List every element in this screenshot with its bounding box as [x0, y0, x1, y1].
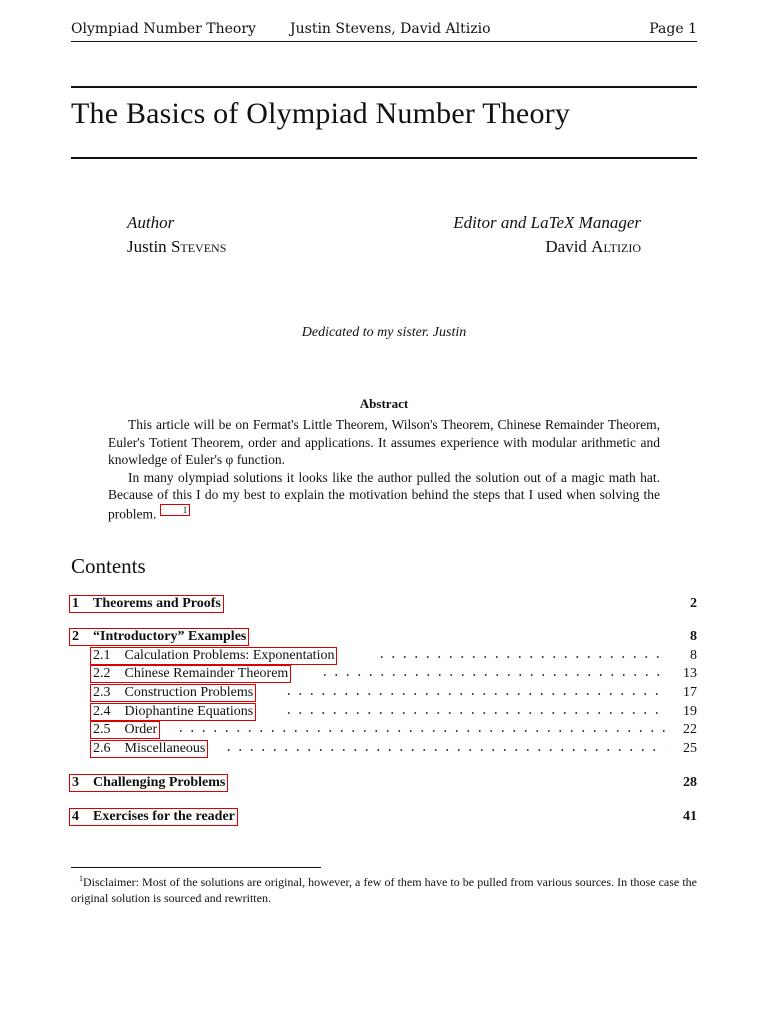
toc-leader	[223, 749, 665, 751]
toc-page-section-4: 41	[679, 809, 697, 825]
toc-link-section-2[interactable]: 2 “Introductory” Examples	[69, 628, 249, 646]
header-left: Olympiad Number Theory	[71, 21, 256, 37]
toc-page-2-2: 13	[679, 666, 697, 682]
author-name: Justin Stevens	[127, 237, 227, 256]
toc-page-section-2: 8	[686, 629, 697, 645]
toc-leader	[283, 712, 665, 714]
toc-leader	[175, 730, 665, 732]
abstract-paragraph-1: This article will be on Fermat's Little Theorem, Wilson's Theorem, Chinese Remainder Theorem, Euler's Totient Theorem, order and applications. It assumes experience with modular arithmetic and knowledge of Euler's φ function.	[108, 417, 660, 468]
toc-section-4	[71, 809, 697, 827]
running-header	[71, 21, 697, 41]
toc-link-2-5[interactable]: 2.5 Order	[90, 721, 160, 739]
toc-link-2-2[interactable]: 2.2 Chinese Remainder Theorem	[90, 665, 291, 683]
toc-page-section-3: 28	[679, 775, 697, 791]
toc-link-section-1[interactable]: 1 Theorems and Proofs	[69, 595, 224, 613]
toc-subsection-2-4	[71, 704, 697, 722]
author-block	[127, 211, 226, 259]
toc-leader	[319, 674, 665, 676]
header-center: Justin Stevens, David Altizio	[290, 21, 491, 37]
footnote-text: Disclaimer: Most of the solutions are original, however, a few of them have to be pulled from various sources. In those case the original solution is sourced and rewritten.	[71, 875, 697, 905]
toc-page-2-4: 19	[679, 704, 697, 720]
toc-leader	[283, 693, 665, 695]
editor-surname: Altizio	[591, 237, 641, 256]
toc-section-3	[71, 775, 697, 793]
title-rule-bottom	[71, 157, 697, 159]
footnote-number: 1	[79, 874, 83, 883]
toc-link-2-6[interactable]: 2.6 Miscellaneous	[90, 740, 208, 758]
toc-section-2	[71, 629, 697, 647]
toc-page-2-5: 22	[679, 722, 697, 738]
toc-subsection-2-1	[71, 648, 697, 666]
toc-subsection-2-6	[71, 741, 697, 759]
toc-link-2-3[interactable]: 2.3 Construction Problems	[90, 684, 256, 702]
latex-logo: LaTeX	[530, 213, 575, 232]
toc-link-section-3[interactable]: 3 Challenging Problems	[69, 774, 228, 792]
toc-page-2-1: 8	[686, 648, 697, 664]
abstract-paragraph-2: In many olympiad solutions it looks like the author pulled the solution out of a magic math hat. Because of this I do my best to explain the motivation behind the steps that I used when solving the problem. 1	[108, 469, 660, 522]
footnote-link[interactable]: 1	[160, 504, 191, 516]
toc-link-2-1[interactable]: 2.1 Calculation Problems: Exponentation	[90, 647, 337, 665]
toc-subsection-2-2	[71, 666, 697, 684]
author-surname: Stevens	[170, 237, 227, 256]
contents-heading: Contents	[71, 554, 146, 578]
document-title: The Basics of Olympiad Number Theory	[71, 97, 571, 130]
header-rule	[71, 41, 697, 42]
toc-page-2-6: 25	[679, 741, 697, 757]
footnote	[71, 871, 697, 906]
toc-page-section-1: 2	[686, 596, 697, 612]
toc-page-2-3: 17	[679, 685, 697, 701]
dedication: Dedicated to my sister. Justin	[301, 325, 467, 340]
toc-link-section-4[interactable]: 4 Exercises for the reader	[69, 808, 238, 826]
toc-section-1	[71, 596, 697, 614]
editor-block	[453, 211, 641, 259]
toc-subsection-2-5	[71, 722, 697, 740]
toc-subsection-2-3	[71, 685, 697, 703]
header-page-number: Page 1	[649, 21, 697, 37]
toc-link-2-4[interactable]: 2.4 Diophantine Equations	[90, 703, 256, 721]
footnote-rule	[71, 867, 321, 868]
title-rule-top	[71, 86, 697, 88]
editor-name: David Altizio	[545, 237, 641, 256]
author-role: Author	[127, 213, 175, 232]
abstract-heading: Abstract	[359, 396, 409, 411]
editor-role: Editor and LaTeX Manager	[453, 213, 641, 232]
toc-leader	[376, 656, 665, 658]
abstract-body	[108, 416, 660, 523]
